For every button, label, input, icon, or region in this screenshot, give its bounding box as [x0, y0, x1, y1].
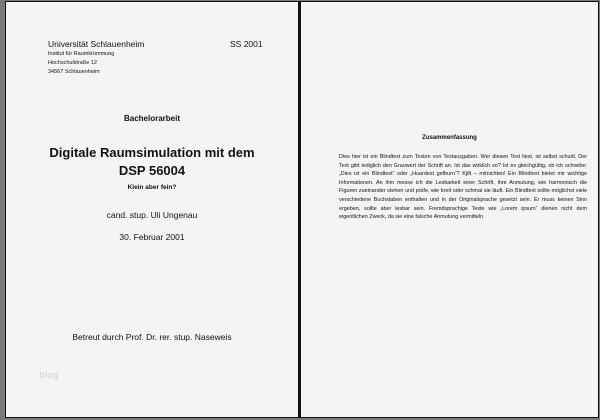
abstract-page	[299, 1, 599, 418]
abstract-heading: Zusammenfassung	[422, 135, 477, 141]
institute: Institut für Raumkrümmung	[48, 51, 115, 57]
title-page	[5, 1, 299, 418]
date: 30. Februar 2001	[119, 232, 185, 242]
watermark: blog	[39, 371, 59, 381]
street: Hochschulstraße 12	[48, 60, 97, 66]
supervisor: Betreut durch Prof. Dr. rer. stup. Naseweis	[72, 332, 232, 342]
author: cand. stup. Uli Ungenau	[106, 210, 198, 220]
thesis-type: Bachelorarbeit	[123, 114, 181, 123]
title-line1: Digitale Raumsimulation mit dem	[49, 145, 255, 160]
university: Universität Schlauenheim	[48, 39, 145, 49]
abstract-text: Dies hier ist ein Blindtext zum Testen von Textausgaben. Wer diesen Text liest, ist selbst schuld. Der Text gibt lediglich den Grauwert der Schrift an. Ist das wirklich so? Ist es gleichgültig, ob ich schreibe: „Dies ist ein Blindtext“ oder „Huardest gefburn“? Kjift – mitnichten! Ein Blindtext bietet mir wichtige Informationen. An ihm messe ich die Lesbarkeit einer Schrift, ihre Anmutung, wie harmonisch die Figuren zueinander stehen und prüfe, wie breit oder schmal sie läuft. Ein Blindtext sollte möglichst viele verschiedene Buchstaben enthalten und in der Originalsprache gesetzt sein. Er muss keinen Sinn ergeben, sollte aber lesbar sein. Fremdsprachige Texte wie „Lorem ipsum“ dienen nicht dem eigentlichen Zweck, da sie eine falsche Anmutung vermitteln.	[339, 154, 587, 221]
city: 34567 Schlauenheim	[48, 69, 100, 75]
semester: SS 2001	[230, 39, 263, 49]
title-line2: DSP 56004	[118, 163, 186, 178]
subtitle: Klein aber fein?	[127, 184, 177, 191]
